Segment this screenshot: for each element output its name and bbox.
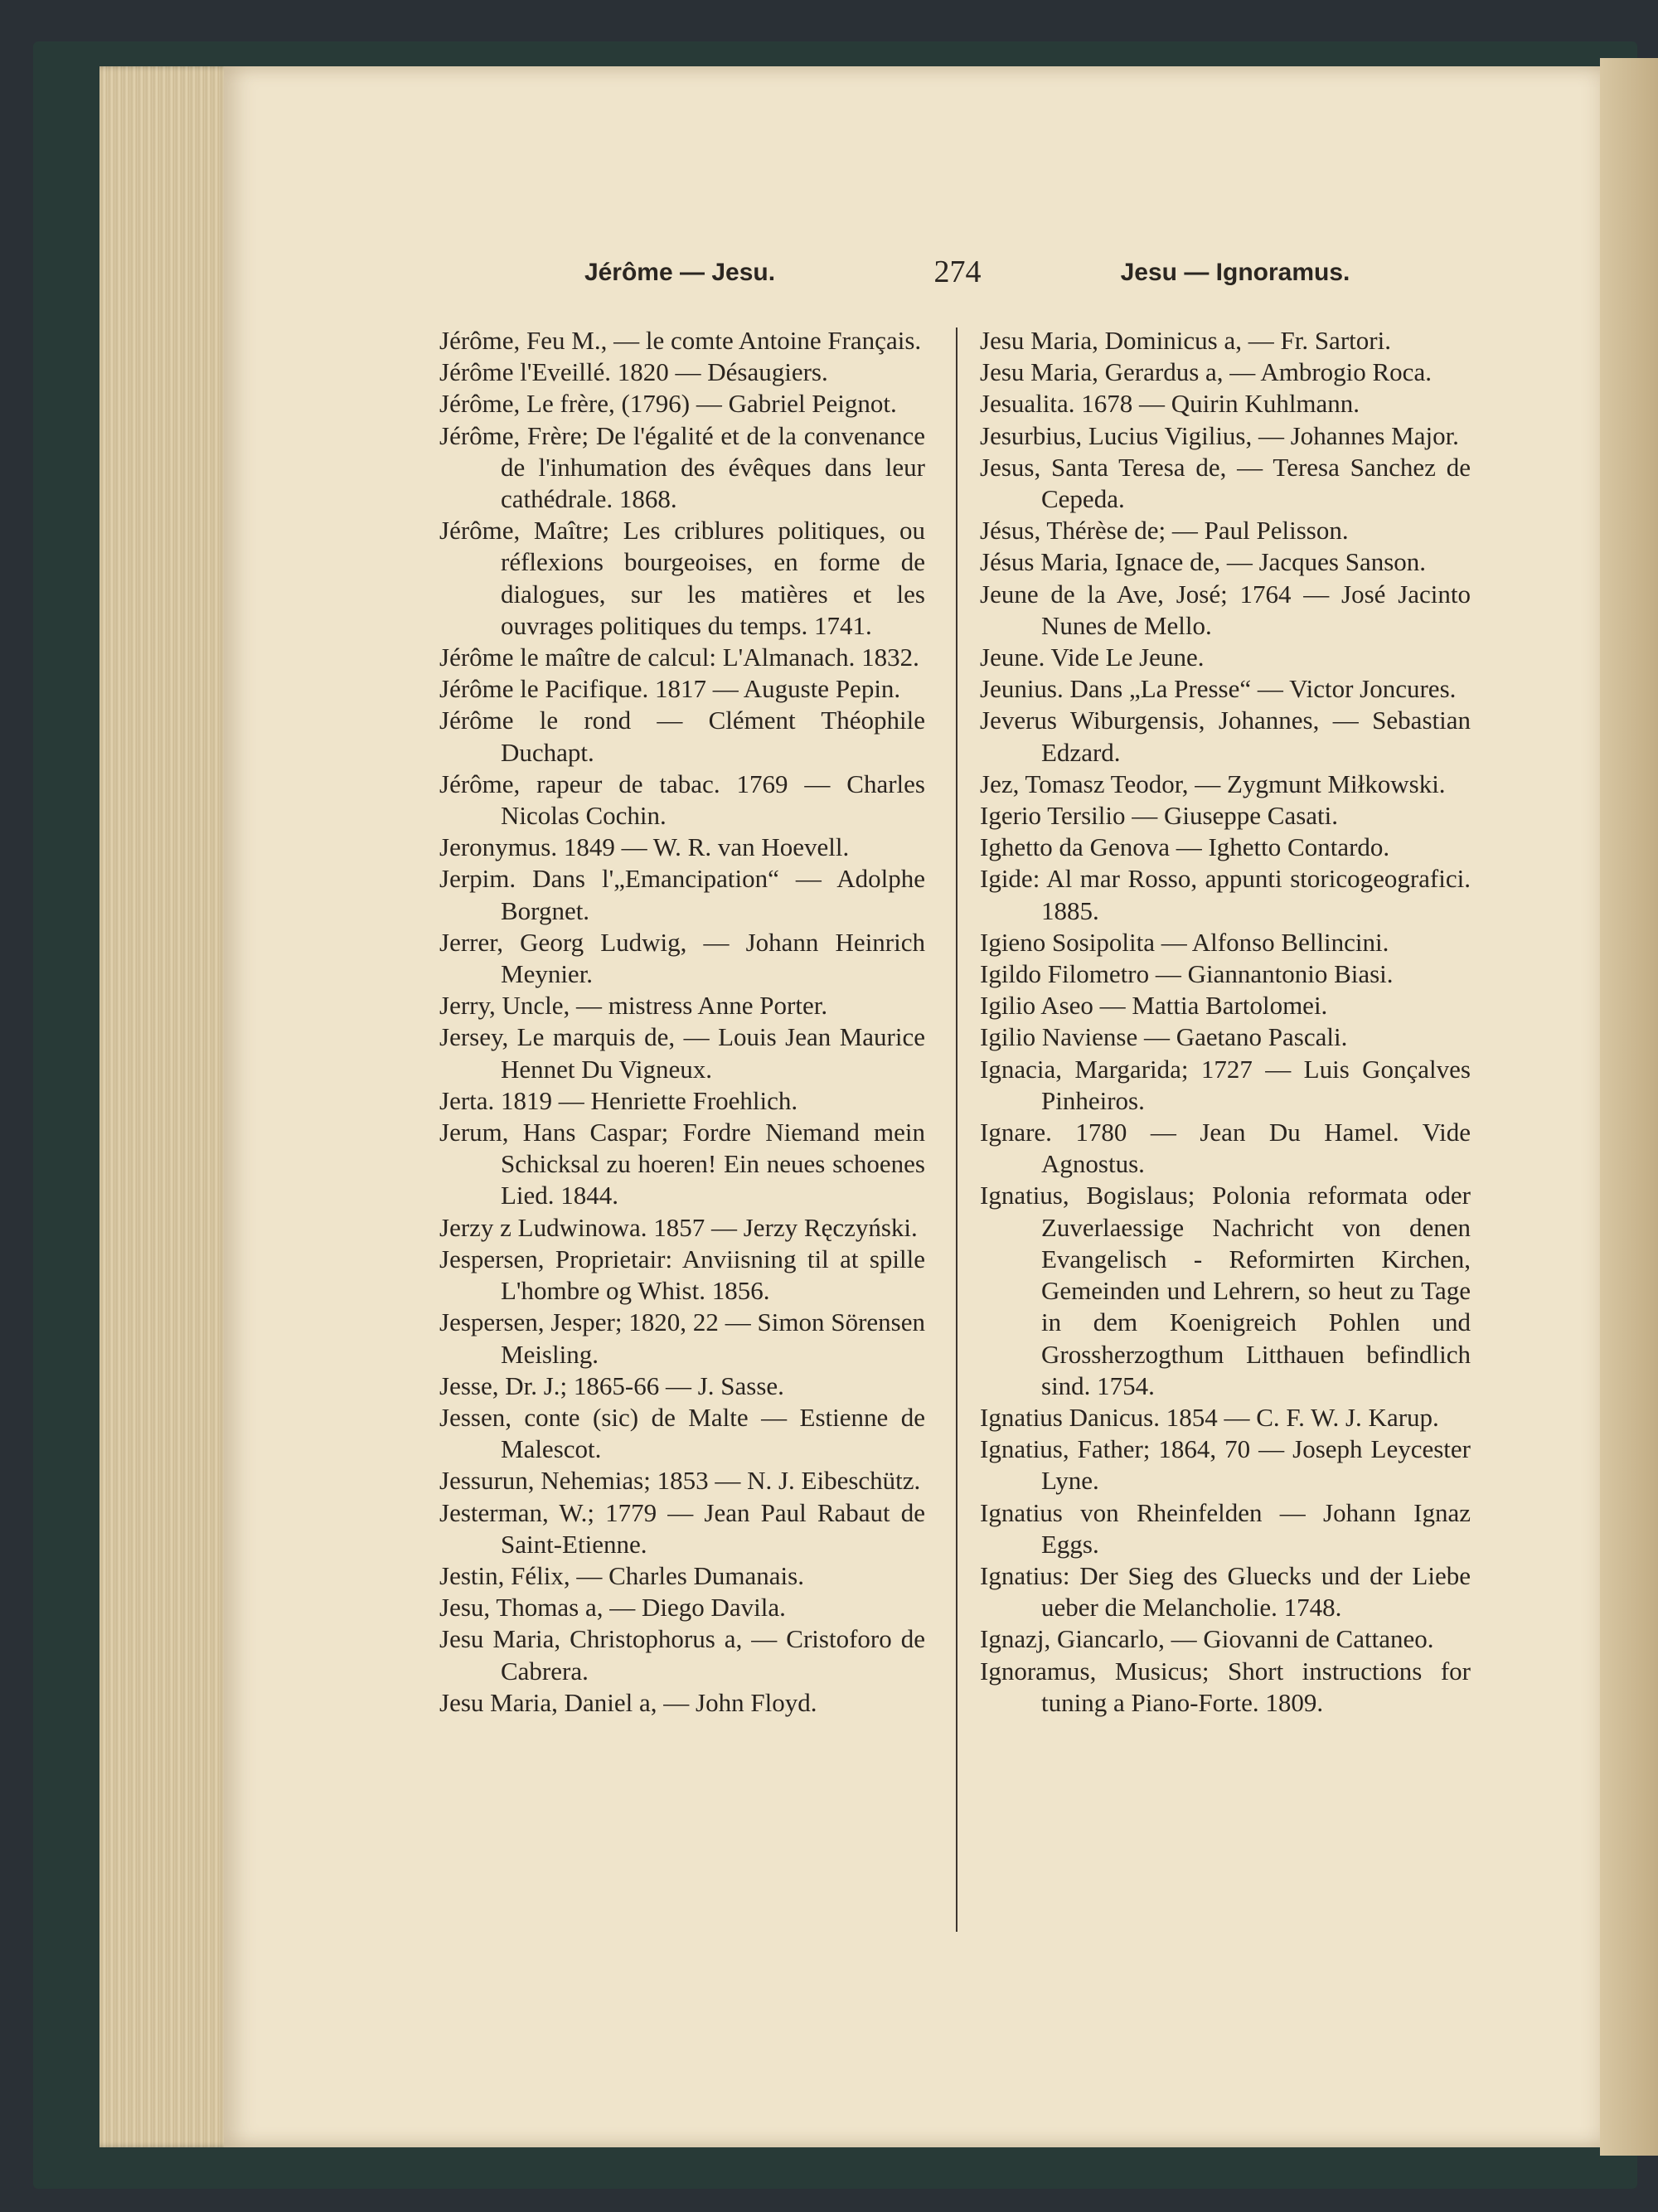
entry: Jerzy z Ludwinowa. 1857 — Jerzy Ręczyński. [439,1212,918,1242]
entry: Jerpim. Dans l'„Emancipation“ — Adolphe Borgnet. [439,864,925,925]
entry: Jerum, Hans Caspar; Fordre Niemand mein Schicksal zu hoeren! Ein neues schoenes Lied. 1844. [439,1118,925,1210]
entry: Jérôme, Le frère, (1796) — Gabriel Peignot. [439,389,897,419]
left-column [439,325,925,1719]
entry: Ignare. 1780 — Jean Du Hamel. Vide Agnostus. [980,1118,1471,1179]
entry: Igilio Aseo — Mattia Bartolomei. [980,991,1328,1021]
entry: Ignatius, Bogislaus; Polonia reformata oder Zuverlaessige Nachricht von denen Evangelisch - Reformirten Kirchen, Gemeinden und Lehrern, so heut zu Tage in dem Koenigreich Pohlen und Grossherzogthum Litthauen befindlich sind. 1754. [980,1181,1471,1400]
entry: Ignatius: Der Sieg des Gluecks und der Liebe ueber die Melancholie. 1748. [980,1560,1471,1623]
entry: Ignazj, Giancarlo, — Giovanni de Cattaneo. [980,1624,1434,1654]
entry: Jespersen, Jesper; 1820, 22 — Simon Sörensen Meisling. [439,1307,925,1369]
entry: Igerio Tersilio — Giuseppe Casati. [980,801,1339,831]
entry: Igide: Al mar Rosso, appunti storicogeografici. 1885. [980,864,1471,925]
page-edges [99,66,232,2147]
entry: Jérôme le Pacifique. 1817 — Auguste Pepin. [439,674,901,704]
entry: Jersey, Le marquis de, — Louis Jean Maurice Hennet Du Vigneux. [439,1022,925,1084]
entry: Jérôme le rond — Clément Théophile Duchapt. [439,706,925,767]
entry: Jesu Maria, Christophorus a, — Cristoforo de Cabrera. [439,1624,925,1686]
entry: Jeune. Vide Le Jeune. [980,643,1205,672]
entry: Jesurbius, Lucius Vigilius, — Johannes Major. [980,420,1459,450]
entry: Jérôme, Feu M., — le comte Antoine Français. [439,326,922,355]
facing-page-gutter [1600,58,1658,2156]
entry: Jespersen, Proprietair: Anviisning til at spille L'hombre og Whist. 1856. [439,1244,925,1306]
entry: Ignoramus, Musicus; Short instructions for tuning a Piano-Forte. 1809. [980,1656,1471,1717]
entry: Jeronymus. 1849 — W. R. van Hoevell. [439,832,850,862]
entry: Ignatius, Father; 1864, 70 — Joseph Leycester Lyne. [980,1434,1471,1496]
entry: Ignatius Danicus. 1854 — C. F. W. J. Karup. [980,1402,1439,1432]
entry: Jeverus Wiburgensis, Johannes, — Sebastian Edzard. [980,706,1471,767]
entry: Jérôme, Maître; Les criblures politiques, ou réflexions bourgeoises, en forme de dialogues, sur les matières et les ouvrages politiques du temps. 1741. [439,516,925,640]
entry: Jesu, Thomas a, — Diego Davila. [439,1593,786,1623]
entry: Jeunius. Dans „La Presse“ — Victor Joncures. [980,674,1457,704]
entry: Jesu Maria, Gerardus a, — Ambrogio Roca. [980,357,1432,387]
entry: Jerta. 1819 — Henriette Froehlich. [439,1085,798,1115]
entry: Jesterman, W.; 1779 — Jean Paul Rabaut de Saint-Etienne. [439,1497,925,1559]
entry: Jesus, Santa Teresa de, — Teresa Sanchez de Cepeda. [980,452,1471,514]
running-head-right: Jesu — Ignoramus. [1120,259,1350,286]
right-column [980,325,1471,1719]
entry: Jérôme l'Eveillé. 1820 — Désaugiers. [439,357,828,387]
entry: Jérôme, Frère; De l'égalité et de la convenance de l'inhumation des évêques dans leur cathédrale. 1868. [439,420,925,514]
entry: Jez, Tomasz Teodor, — Zygmunt Miłkowski. [980,769,1446,798]
page-number: 274 [933,255,982,289]
entry: Jerry, Uncle, — mistress Anne Porter. [439,991,828,1021]
entry: Jeune de la Ave, José; 1764 — José Jacinto Nunes de Mello. [980,579,1471,640]
entry: Jerrer, Georg Ludwig, — Johann Heinrich Meynier. [439,927,925,989]
running-head-left: Jérôme — Jesu. [584,259,776,286]
entry: Jessurun, Nehemias; 1853 — N. J. Eibeschütz. [439,1466,921,1496]
entry: Ignatius von Rheinfelden — Johann Ignaz Eggs. [980,1497,1471,1559]
entry: Jesualita. 1678 — Quirin Kuhlmann. [980,389,1360,419]
entry: Jésus, Thérèse de; — Paul Pelisson. [980,516,1349,546]
entry: Jessen, conte (sic) de Malte — Estienne de Malescot. [439,1402,925,1464]
entry: Jestin, Félix, — Charles Dumanais. [439,1560,804,1590]
entry: Jérôme le maître de calcul: L'Almanach. 1832. [439,643,919,672]
entry: Jésus Maria, Ignace de, — Jacques Sanson. [980,547,1427,577]
entry: Jérôme, rapeur de tabac. 1769 — Charles Nicolas Cochin. [439,769,925,831]
entry: Jesu Maria, Daniel a, — John Floyd. [439,1687,817,1717]
entry: Igilio Naviense — Gaetano Pascali. [980,1022,1348,1052]
entry: Ighetto da Genova — Ighetto Contardo. [980,832,1390,862]
entry: Igieno Sosipolita — Alfonso Bellincini. [980,927,1389,957]
entry: Igildo Filometro — Giannantonio Biasi. [980,959,1394,989]
column-rule [956,327,957,1932]
entry: Jesu Maria, Dominicus a, — Fr. Sartori. [980,326,1391,355]
entry: Jesse, Dr. J.; 1865-66 — J. Sasse. [439,1370,784,1400]
entry: Ignacia, Margarida; 1727 — Luis Gonçalves Pinheiros. [980,1054,1471,1115]
